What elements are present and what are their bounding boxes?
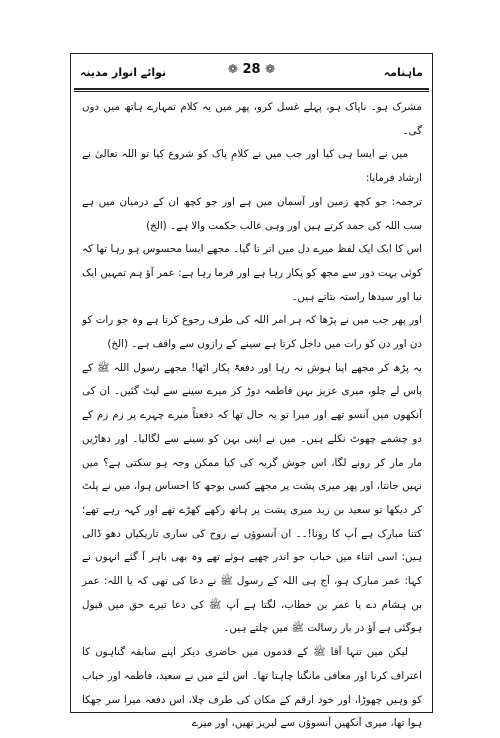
paragraph: ترجمہ: جو کچھ زمین اور آسمان میں ہے اور جو کچھ ان کے درمیان میں ہے سب اللہ کی حمد کرتے ہیں اور وہی غالب حکمت والا ہے۔ (الخ): [82, 195, 422, 232]
header-rule: [74, 88, 429, 90]
header-rule-thin: [74, 91, 429, 92]
paragraph: اور پھر جب میں نے پڑھا کہ ہر امر اللہ کی طرف رجوع کرتا ہے وہ جو رات کو دن اور دن کو رات میں داخل کرتا ہے سینے کے رازوں سے واقف ہے۔ (الخ): [82, 314, 422, 351]
paragraph: مشرک ہو۔ ناپاک ہو، پہلے غسل کرو، پھر میں یہ کلام تمہارے ہاتھ میں دوں گی۔: [82, 101, 422, 137]
paragraph: اس کا ایک ایک لفظ میرے دل میں اتر تا گیا۔ مجھے ایسا محسوس ہو رہا تھا کہ کوئی بہت دور سے مجھ کو پکار رہا ہے اور فرما رہا ہے: عمر آؤ ہم تمہیں ایک نیا اور سیدھا راستہ بتاتے ہیں۔: [82, 243, 422, 303]
ornament-icon: ❁: [227, 62, 238, 76]
magazine-title: نوائے انوار مدینہ: [80, 66, 167, 79]
ornament-icon: ❁: [265, 62, 276, 76]
page-number: [222, 62, 281, 77]
page-number-value: 28: [242, 62, 261, 77]
paragraph: لیکن میں تنہا آقا ﷺ کے قدموں میں حاضری دیکر اپنے سابقہ گناہوں کا اعتراف کرنا اور معافی مانگنا چاہتا تھا۔ اس لئے میں نے سعید، فاطمہ اور خباب کو وہیں چھوڑا، اور خود ارقم کے مکان کی طرف چلا، اس دفعہ میرا سر جھکا ہوا تھا، میری آنکھیں آنسوؤں سے لبریز تھیں، اور میرے: [82, 646, 422, 730]
magazine-label: ماہنامہ: [383, 66, 423, 79]
paragraph: یہ پڑھ کر مجھے اپنا ہوش نہ رہا اور دفعۃً پکار اٹھا! مجھے رسول اللہ ﷺ کے پاس لے چلو، میری عزیز بہن فاطمہ دوڑ کر میرے سینے سے لپٹ گئیں۔ ان کی آنکھوں میں آنسو تھے اور میرا تو یہ حال تھا کہ دفعتاً میرے چہرے پر زم زم کے دو چشمے چھوٹ نکلے ہیں۔ میں نے اپنی بہن کو سینے سے لگالیا۔ اور دھاڑیں مار مار کر رونے لگا، اس جوش گریہ کی کیا ممکن وجہ ہو سکتی ہے؟ میں نہیں جانتا، اور پھر میری پشت پر مجھے کسی بوجھ کا احساس ہوا، میں نے پلٹ کر دیکھا تو سعید بن زید میری پشت پر ہاتھ رکھے کھڑے تھے اور کہہ رہے تھے؛ کتنا مبارک ہے آپ کا رونا!۔۔ ان آنسوؤں نے روح کی ساری تاریکیاں دھو ڈالی ہیں: اسی اثناء میں خباب جو اندر چھپے ہوئے تھے وہ بھی باہر آ گئے انہوں نے کہا: عمر مبارک ہو، آج ہی اللہ کے رسول ﷺ نے دعا کی تھی کہ یا اللہ: عمر بن ہشام دے یا عمر بن خطاب، لگتا ہے آپ ﷺ کی دعا تیرے حق میں قبول ہوگئی ہے آؤ در بار رسالت ﷺ میں چلتے ہیں۔: [82, 361, 422, 635]
article-body: [82, 96, 422, 736]
paragraph: میں نے ایسا ہی کیا اور جب میں نے کلامِ پاک کو شروع کیا تو اللہ تعالیٰ نے ارشاد فرمایا:: [82, 148, 422, 185]
page-header: [70, 60, 433, 86]
